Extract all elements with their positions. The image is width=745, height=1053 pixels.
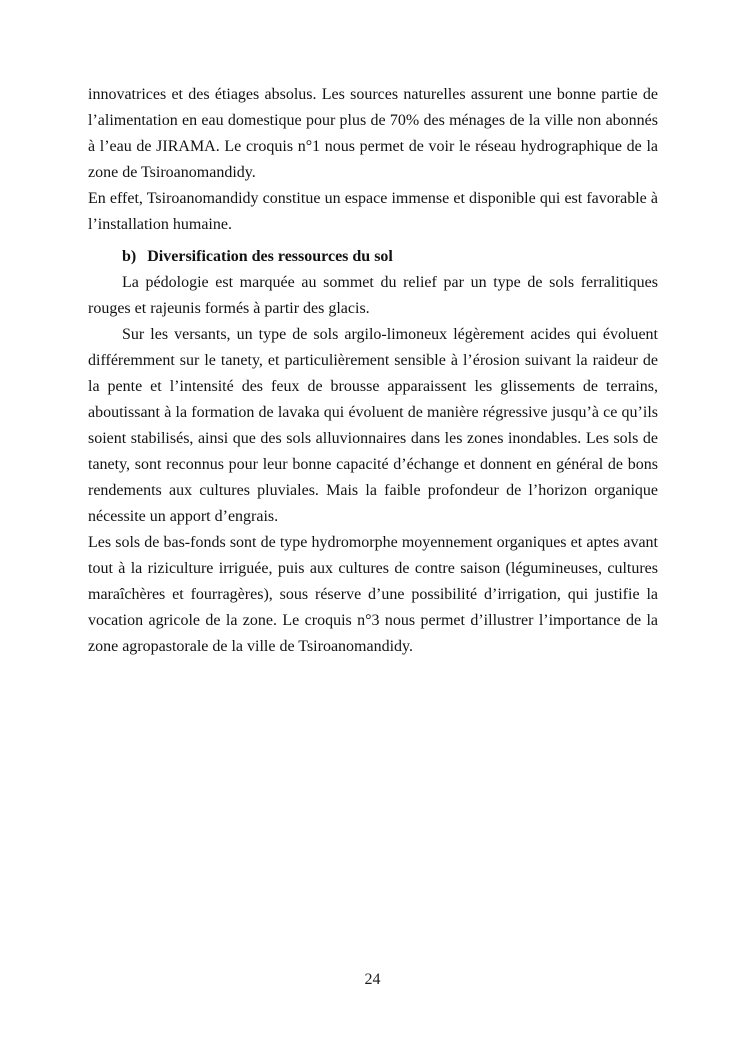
section-heading <box>122 244 658 270</box>
section-heading-marker: b) <box>122 248 137 265</box>
document-body <box>88 82 658 660</box>
paragraph-espace-immense: En effet, Tsiroanomandidy constitue un espace immense et disponible qui est favorable à l’installation humaine. <box>88 190 658 233</box>
paragraph-hydrography: innovatrices et des étiages absolus. Les sources naturelles assurent une bonne partie de l’alimentation en eau domestique pour plus de 70% des ménages de la ville non abonnés à l’eau de JIRAMA. Le croquis n°1 nous permet de voir le réseau hydrographique de la zone de Tsiroanomandidy. <box>88 86 658 181</box>
paragraph-bas-fonds: Les sols de bas-fonds sont de type hydromorphe moyennement organiques et aptes avant tout à la riziculture irriguée, puis aux cultures de contre saison (légumineuses, cultures maraîchères et fourragères), sous réserve d’une possibilité d’irrigation, qui justifie la vocation agricole de la zone. Le croquis n°3 nous permet d’illustrer l’importance de la zone agropastorale de la ville de Tsiroanomandidy. <box>88 534 658 655</box>
paragraph-pedologie: La pédologie est marquée au sommet du relief par un type de sols ferralitiques rouges et rajeunis formés à partir des glacis. <box>88 274 658 317</box>
page-number: 24 <box>364 971 381 988</box>
paragraph-versants: Sur les versants, un type de sols argilo-limoneux légèrement acides qui évoluent différemment sur le tanety, et particulièrement sensible à l’érosion suivant la raideur de la pente et l’intensité des feux de brousse apparaissent les glissements de terrains, aboutissant à la formation de lavaka qui évoluent de manière régressive jusqu’à ce qu’ils soient stabilisés, ainsi que des sols alluvionnaires dans les zones inondables. Les sols de tanety, sont reconnus pour leur bonne capacité d’échange et donnent en général de bons rendements aux cultures pluviales. Mais la faible profondeur de l’horizon organique nécessite un apport d’engrais. <box>88 326 658 525</box>
section-heading-label: Diversification des ressources du sol <box>147 248 393 265</box>
